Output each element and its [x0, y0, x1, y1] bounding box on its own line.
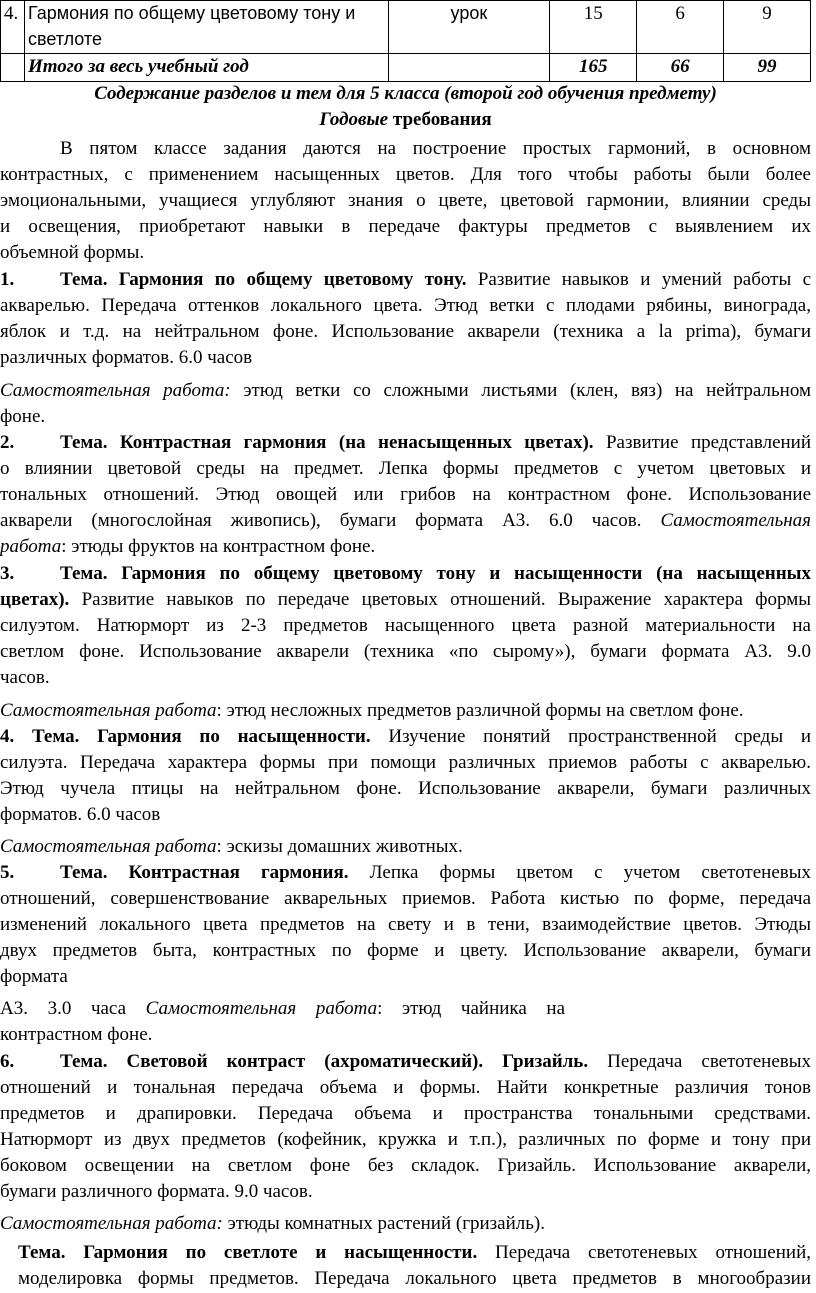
topic-4-line [0, 750, 811, 776]
topic-1-self-work: фоне. [0, 406, 46, 427]
topic-7-line [18, 1240, 811, 1266]
topic-name-line: светлоте [27, 28, 102, 49]
topic-text: . Передача характера формы при помощи различных приемов работы с акварелью. [62, 752, 811, 773]
topic-3-line: часов. [0, 667, 50, 688]
topic-4-line: Этюд чучела птицы на нейтральном фоне. Использование акварели, бумаги различных [0, 778, 811, 799]
topic-text: акварели (многослойная живопись), бумаги формата А3. 6.0 часов. [0, 510, 642, 531]
topic-name-line: Гармония по общему цветовому тону и [27, 3, 356, 23]
self-work-text: этюды комнатных растений (гризайль). [227, 1213, 545, 1234]
section-subtitle [0, 107, 811, 133]
self-work-label: Самостоятельная работа: [0, 380, 231, 401]
topic-text: Передача светотеневых отношений, [495, 1242, 811, 1263]
topic-6-self-work [0, 1211, 811, 1237]
topic-title: Тема. Гармония по светлоте и насыщенности. [18, 1242, 478, 1263]
topic-5-line: двух предметов быта, контрастных по форме и цвету. Использование акварели, бумаги [0, 940, 811, 961]
topic-name [24, 1, 388, 54]
intro-line: и освещения, приобретают навыки в передаче фактуры предметов с выявлением их [0, 216, 811, 237]
self-work-text: этюд ветки со сложными листьями (клен, вяз) на нейтральном [243, 380, 811, 401]
hours-class: 6 [637, 1, 724, 54]
self-work-text: : этюд несложных предметов различной формы на светлом фоне. [216, 700, 744, 721]
hours-self: 9 [724, 1, 811, 54]
topic-5-line [0, 996, 565, 1022]
topic-text: Изучение понятий пространственной среды и [388, 726, 811, 747]
topic-6-line [0, 1049, 811, 1075]
intro-line: объемной формы. [0, 242, 145, 263]
topic-text: силуэта [0, 752, 63, 773]
topic-2-line [0, 430, 811, 456]
self-work-label: Самостоятельная [660, 510, 811, 531]
topic-3-line [0, 561, 811, 587]
topic-3-line: силуэтом. Натюрморт из 2-3 предметов насыщенного цвета разной материальности на [0, 615, 811, 636]
topic-6-line: отношений и тональная передача объема и формы. Найти конкретные различия тонов [0, 1077, 811, 1098]
topic-number: 6. [0, 1051, 15, 1072]
intro-line: эмоциональными, учащиеся углубляют знания о цвете, цветовой гармонии, влиянии среды [0, 190, 811, 211]
hours-total: 15 [550, 1, 637, 54]
topic-5-line: формата [0, 966, 68, 987]
total-self: 99 [724, 53, 811, 81]
self-work-text: : этюды фруктов на контрастном фоне. [61, 536, 376, 557]
topic-3-self-work [0, 698, 811, 724]
topic-title: Тема. Контрастная гармония. [60, 862, 349, 883]
row-number: 4. [1, 1, 25, 54]
topic-4-line [0, 724, 811, 750]
topic-1-self-work [0, 378, 811, 404]
topic-4-line: форматов. 6.0 часов [0, 804, 161, 825]
table-row [1, 1, 811, 54]
topic-5-line: изменений локального цвета предметов на свету и в тени, взаимодействие цветов. Этюды [0, 914, 811, 935]
topic-3-line: светлом фоне. Использование акварели (техника «по сырому»), бумаги формата А3. 9.0 [0, 641, 811, 662]
topic-number: 4. [0, 726, 15, 747]
empty-cell [388, 53, 550, 81]
intro-line: контрастных, с применением насыщенных цветов. Для того чтобы работы были более [0, 164, 811, 185]
topic-6-line: предметов и драпировки. Передача объема и пространства тональными средствами. [0, 1103, 811, 1124]
topic-number: 5. [0, 862, 15, 883]
self-work-text: : эскизы домашних животных. [216, 836, 463, 857]
topic-6-line: Натюрморт из двух предметов (кофейник, кружка и т.п.), различных по форме и тону при [0, 1129, 811, 1150]
topic-title: Тема. Контрастная гармония (на ненасыщенных цветах). [60, 432, 594, 453]
topic-2-self-work [0, 534, 811, 560]
topic-5-line: контрастном фоне. [0, 1024, 153, 1045]
self-work-label: Самостоятельная работа: [0, 1213, 223, 1234]
topic-title: Тема. Гармония по насыщенности. [31, 726, 371, 747]
topic-1-line: яблок и т.д. на нейтральном фоне. Использование акварели (техника a la prima), бумаги [0, 321, 811, 342]
total-class: 66 [637, 53, 724, 81]
subtitle-bold: требования [392, 109, 492, 130]
topic-1-line [0, 267, 811, 293]
table-total-row [1, 53, 811, 81]
topic-number: 2. [0, 432, 15, 453]
empty-cell [1, 53, 25, 81]
total-hours: 165 [550, 53, 637, 81]
lesson-type: урок [388, 1, 550, 54]
topic-5-line: отношений, совершенствование акварельных приемов. Работа кистью по форме, передача [0, 888, 811, 909]
topic-number: 3. [0, 563, 15, 584]
topic-text: Лепка формы цветом с учетом светотеневых [369, 862, 812, 883]
topic-6-line: бумаги различного формата. 9.0 часов. [0, 1181, 313, 1202]
self-work-label: Самостоятельная работа [0, 700, 217, 721]
topic-text: Развитие навыков по передаче цветовых отношений. Выражение характера формы [81, 589, 811, 610]
total-label: Итого за весь учебный год [24, 53, 388, 81]
topic-number: 1. [0, 269, 15, 290]
topic-title: Тема. Световой контраст (ахроматический). Гризайль. [60, 1051, 589, 1072]
topic-1-line: акварелью. Передача оттенков локального цвета. Этюд ветки с плодами рябины, винограда, [0, 295, 811, 316]
topic-2-line [0, 508, 811, 534]
topic-4-self-work [0, 834, 811, 860]
self-work-label: Самостоятельная работа [0, 836, 217, 857]
curriculum-table [0, 0, 811, 82]
topic-2-line: о влиянии цветовой среды на предмет. Лепка формы предметов с учетом цветовых и [0, 458, 811, 479]
topic-text: Развитие представлений [605, 432, 812, 453]
topic-title: Тема. Гармония по общему цветовому тону и насыщенности (на насыщенных [60, 563, 811, 584]
section-title: Содержание разделов и тем для 5 класса (второй год обучения предмету) [94, 83, 717, 104]
topic-title: цветах). [0, 589, 70, 610]
topic-2-line: тональных отношений. Этюд овощей или грибов на контрастном фоне. Использование [0, 484, 811, 505]
subtitle-italic: Годовые [319, 109, 389, 130]
self-work-text: : этюд чайника на [377, 998, 566, 1019]
topic-3-line [0, 587, 811, 613]
intro-line: В пятом классе задания даются на построение простых гармоний, в основном [60, 138, 811, 159]
self-work-label: Самостоятельная работа [145, 998, 378, 1019]
topic-title: Тема. Гармония по общему цветовому тону. [60, 269, 467, 290]
topic-6-line: боковом освещении на светлом фоне без складок. Гризайль. Использование акварели, [0, 1155, 811, 1176]
topic-text: Развитие навыков и умений работы с [477, 269, 811, 290]
topic-7-line: моделировка формы предметов. Передача локального цвета предметов в многообразии [18, 1268, 811, 1289]
topic-1-line: различных форматов. 6.0 часов [0, 347, 253, 368]
topic-text: Передача светотеневых [607, 1051, 811, 1072]
self-work-label: работа [0, 536, 62, 557]
topic-text: А3. 3.0 часа [0, 998, 127, 1019]
topic-5-line [0, 860, 811, 886]
